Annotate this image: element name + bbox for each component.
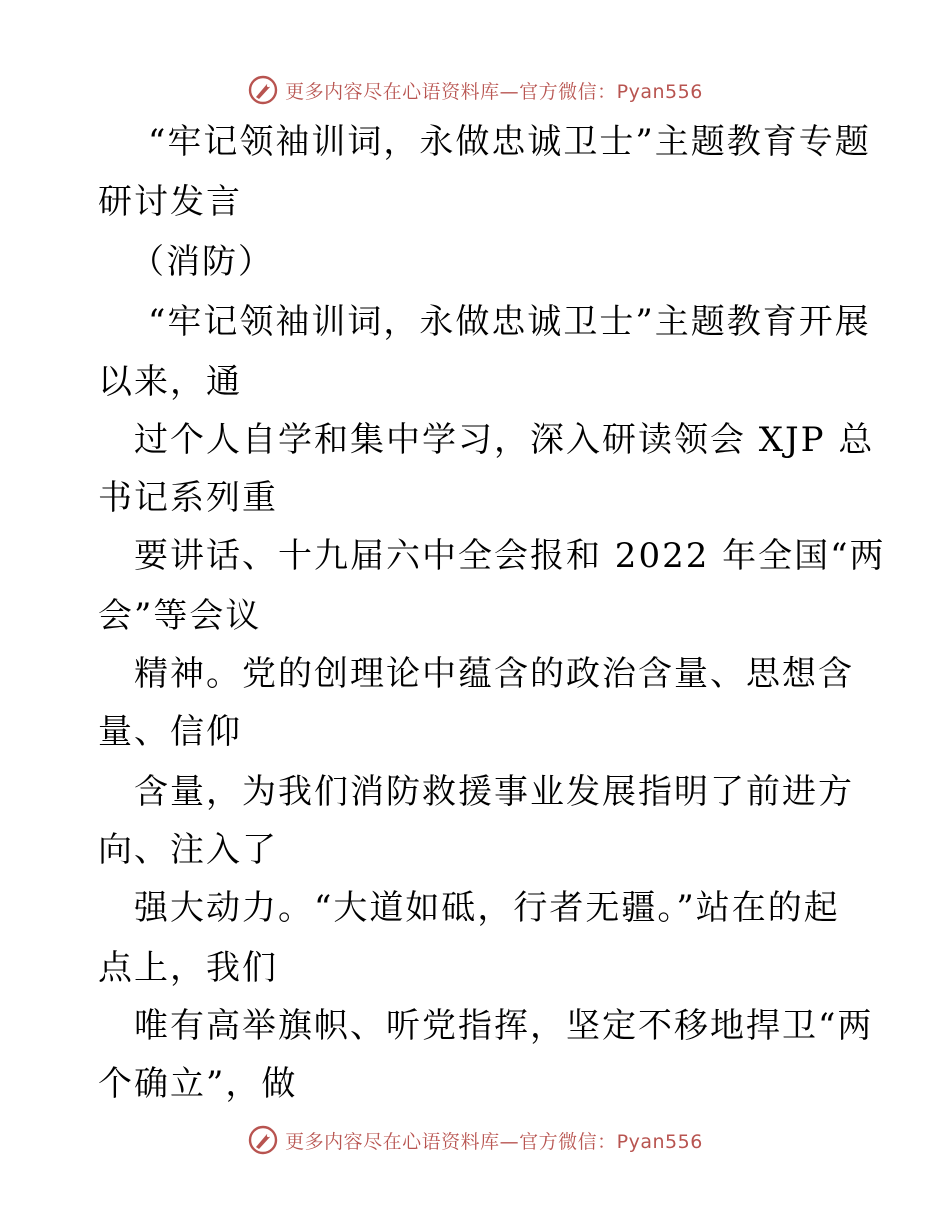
text-line: 研讨发言	[98, 182, 242, 222]
text-line: 强大动力。“大道如砥，行者无疆。”站在的起	[134, 888, 840, 928]
text-line: 会”等会议	[98, 596, 262, 636]
text-line: 个确立”，做	[98, 1064, 298, 1104]
pen-nib-logo-icon	[247, 1124, 279, 1156]
text-line: 唯有高举旗帜、听党指挥，坚定不移地捍卫“两	[134, 1006, 874, 1046]
text-line: “牢记领袖训词，永做忠诚卫士”主题教育开展	[148, 302, 871, 342]
text-line: （消防）	[130, 242, 274, 282]
watermark-banner-top	[0, 70, 950, 110]
text-line: 要讲话、十九届六中全会报和 2022 年全国“两	[134, 536, 886, 576]
text-line: “牢记领袖训词，永做忠诚卫士”主题教育专题	[148, 122, 871, 162]
text-line: 书记系列重	[98, 478, 278, 518]
pen-nib-logo-icon	[247, 74, 279, 106]
text-line: 精神。党的创理论中蕴含的政治含量、思想含	[134, 654, 854, 694]
text-line: 含量，为我们消防救援事业发展指明了前进方	[134, 772, 854, 812]
watermark-banner-bottom	[0, 1120, 950, 1160]
watermark-text: 更多内容尽在心语资料库—官方微信：Pyan556	[285, 80, 703, 103]
text-line: 以来，通	[98, 362, 242, 402]
text-line: 点上，我们	[98, 948, 278, 988]
text-line: 量、信仰	[98, 712, 242, 752]
watermark-text: 更多内容尽在心语资料库—官方微信：Pyan556	[285, 1130, 703, 1153]
text-line: 向、注入了	[98, 830, 278, 870]
text-line: 过个人自学和集中学习，深入研读领会 XJP 总	[134, 420, 875, 460]
